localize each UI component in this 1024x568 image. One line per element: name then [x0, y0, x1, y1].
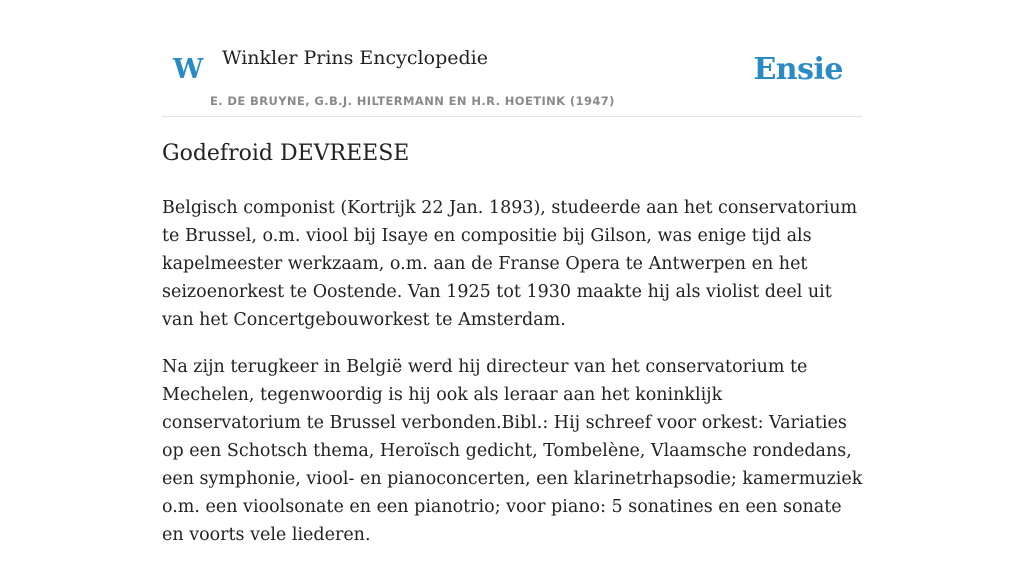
article-paragraph: Na zijn terugkeer in België werd hij directeur van het conservatorium te Mechelen, tegenwoordig is hij ook als leraar aan het koninklijk conservatorium te Brussel verbonden.Bibl.: Hij schreef voor orkest: Variaties op een Schotsch thema, Heroïsch gedicht, Tombelène, Vlaamsche rondedans, een symphonie, viool- en pianoconcerten, een klarinetrhapsodie; kamermuziek o.m. een vioolsonate en een pianotrio; voor piano: 5 sonatines en een sonate en voorts vele liederen.	[162, 357, 863, 545]
ensie-logo[interactable]: Ensie	[753, 52, 843, 87]
article-paragraph: Belgisch componist (Kortrijk 22 Jan. 1893), studeerde aan het conservatorium te Brussel, o.m. viool bij Isaye en compositie bij Gilson, was enige tijd als kapelmeester werkzaam, o.m. aan de Franse Opera te Antwerpen en het seizoenorkest te Oostende. Van 1925 tot 1930 maakte hij als violist deel uit van het Concertgebouworkest te Amsterdam.	[162, 198, 858, 330]
byline: E. DE BRUYNE, G.B.J. HILTERMANN EN H.R. HOETINK (1947)	[210, 94, 615, 108]
article-title: Godefroid DEVREESE	[162, 141, 410, 166]
article	[162, 136, 864, 568]
header	[162, 0, 862, 117]
publication-logo[interactable]: W	[173, 54, 204, 85]
publication-title[interactable]: Winkler Prins Encyclopedie	[222, 47, 488, 69]
